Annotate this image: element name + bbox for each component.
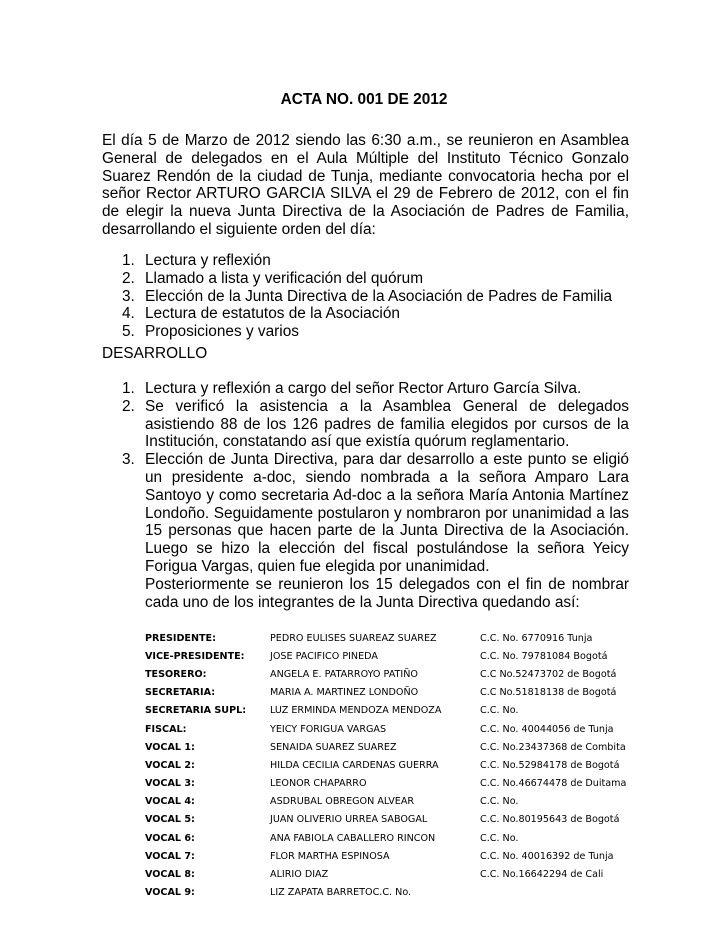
member-id: C.C. No.80195643 de Bogotá [480,814,620,826]
development-item-text: Se verificó la asistencia a la Asamblea General de delegados asistiendo 88 de los 126 padres de familia elegidos por cursos de la Institución, constatando así que existía quórum reglamentario. [145,397,629,451]
agenda-item-number: 2. [122,269,135,287]
member-id: C.C. No.23437368 de Combita [480,741,626,753]
member-name: SENAIDA SUAREZ SUAREZ [270,741,397,753]
agenda-item-text: Llamado a lista y verificación del quórum [145,269,424,287]
agenda-list [122,252,627,341]
member-name: LEONOR CHAPARRO [270,778,367,790]
member-id: C.C. No. 40044056 de Tunja [480,723,614,735]
member-role: VOCAL 4: [145,796,195,808]
development-item-number: 2. [122,397,135,415]
member-role: VOCAL 3: [145,778,195,790]
table-row [145,647,630,665]
agenda-item-text: Elección de la Junta Directiva de la Asociación de Padres de Familia [145,287,613,305]
agenda-item-text: Lectura y reflexión [145,252,271,269]
development-item [122,451,629,611]
development-item-text: Lectura y reflexión a cargo del señor Rector Arturo García Silva. [145,380,582,397]
member-name: ANGELA E. PATARROYO PATIÑO [270,668,418,680]
agenda-item [122,323,627,341]
member-name: ALIRIO DIAZ [270,869,329,881]
member-name: LIZ ZAPATA BARRETOC.C. No. [270,887,412,899]
member-role: FISCAL: [145,723,187,735]
member-name: PEDRO EULISES SUAREAZ SUAREZ [270,632,437,644]
member-name: ANA FABIOLA CABALLERO RINCON [270,832,436,844]
development-list [122,380,629,611]
member-id: C.C. No.46674478 de Duitama [480,778,627,790]
table-row [145,756,630,774]
member-role: VOCAL 9: [145,887,195,899]
agenda-item [122,270,627,288]
member-id [480,884,630,902]
member-role: SECRETARIA: [145,687,216,699]
development-item-number: 1. [122,380,135,397]
member-id: C.C. No. 6770916 Tunja [480,632,593,644]
member-id: C.C. No.52984178 de Bogotá [480,759,620,771]
member-id: C.C No.52473702 de Bogotá [480,668,617,680]
member-role: PRESIDENTE: [145,632,216,644]
member-id: C.C. No. 79781084 Bogotá [480,650,608,662]
table-row [145,629,630,647]
intro-paragraph: El día 5 de Marzo de 2012 siendo las 6:30 a.m., se reunieron en Asamblea General de delegados en el Aula Múltiple del Instituto Técnico Gonzalo Suarez Rendón de la ciudad de Tunja, mediante convocatoria hecha por el señor Rector ARTURO GARCIA SILVA el 29 de Febrero de 2012, con el fin de elegir la nueva Junta Directiva de la Asociación de Padres de Familia, desarrollando el siguiente orden del día: [102,132,629,238]
member-name: HILDA CECILIA CARDENAS GUERRA [270,759,439,771]
agenda-item [122,305,627,323]
member-name: FLOR MARTHA ESPINOSA [270,850,390,862]
table-row [145,793,630,811]
development-item-text: Elección de Junta Directiva, para dar desarrollo a este punto se eligió un presidente a-doc, siendo nombrada a la señora Amparo Lara Santoyo y como secretaria Ad-doc a la señora María Antonia Martínez Londoño. Seguidamente postularon y nombraron por unanimidad a las 15 personas que hacen parte de la Junta Directiva de la Asociación. Luego se hizo la elección del fiscal postulándose la señora Yeicy Forigua Vargas, quien fue elegida por unanimidad. [145,451,629,575]
table-row [145,811,630,829]
table-row [145,702,630,720]
development-item-text-continued: Posteriormente se reunieron los 15 delegados con el fin de nombrar cada uno de los integrantes de la Junta Directiva quedando así: [145,575,629,611]
member-role: VOCAL 2: [145,759,195,771]
member-name: MARIA A. MARTINEZ LONDOÑO [270,687,419,699]
member-name: LUZ ERMINDA MENDOZA MENDOZA [270,705,442,717]
agenda-item [122,288,627,306]
board-members-table [145,629,630,902]
agenda-item-number: 3. [122,287,135,305]
agenda-item-number: 5. [122,323,135,341]
member-role: VOCAL 5: [145,814,195,826]
section-heading: DESARROLLO [102,345,208,362]
member-role: VOCAL 1: [145,741,195,753]
table-row [145,884,630,902]
member-role: VOCAL 8: [145,869,195,881]
table-row [145,775,630,793]
table-row [145,684,630,702]
document-title: ACTA NO. 001 DE 2012 [280,91,448,108]
agenda-item-number: 4. [122,305,135,323]
table-row [145,665,630,683]
member-name: YEICY FORIGUA VARGAS [270,723,387,735]
member-id: C.C. No. [480,832,519,844]
member-id: C.C. No.16642294 de Cali [480,869,604,881]
member-role: SECRETARIA SUPL: [145,705,247,717]
table-row [145,865,630,883]
table-row [145,720,630,738]
table-row [145,847,630,865]
member-id: C.C. No. [480,705,519,717]
member-role: VOCAL 7: [145,850,195,862]
member-id: C.C No.51818138 de Bogotá [480,687,617,699]
development-item [122,380,629,398]
member-name: JUAN OLIVERIO URREA SABOGAL [270,814,428,826]
agenda-item [122,252,627,270]
member-role: VICE-PRESIDENTE: [145,650,245,662]
member-name: ASDRUBAL OBREGON ALVEAR [270,796,415,808]
table-row [145,829,630,847]
table-row [145,738,630,756]
member-id: C.C. No. 40016392 de Tunja [480,850,614,862]
agenda-item-number: 1. [122,252,135,269]
member-role: VOCAL 6: [145,832,195,844]
agenda-item-text: Proposiciones y varios [145,323,299,341]
development-item-number: 3. [122,451,135,469]
development-item [122,398,629,451]
member-name: JOSE PACIFICO PINEDA [270,650,378,662]
member-id: C.C. No. [480,796,519,808]
agenda-item-text: Lectura de estatutos de la Asociación [145,305,400,323]
member-role: TESORERO: [145,668,207,680]
